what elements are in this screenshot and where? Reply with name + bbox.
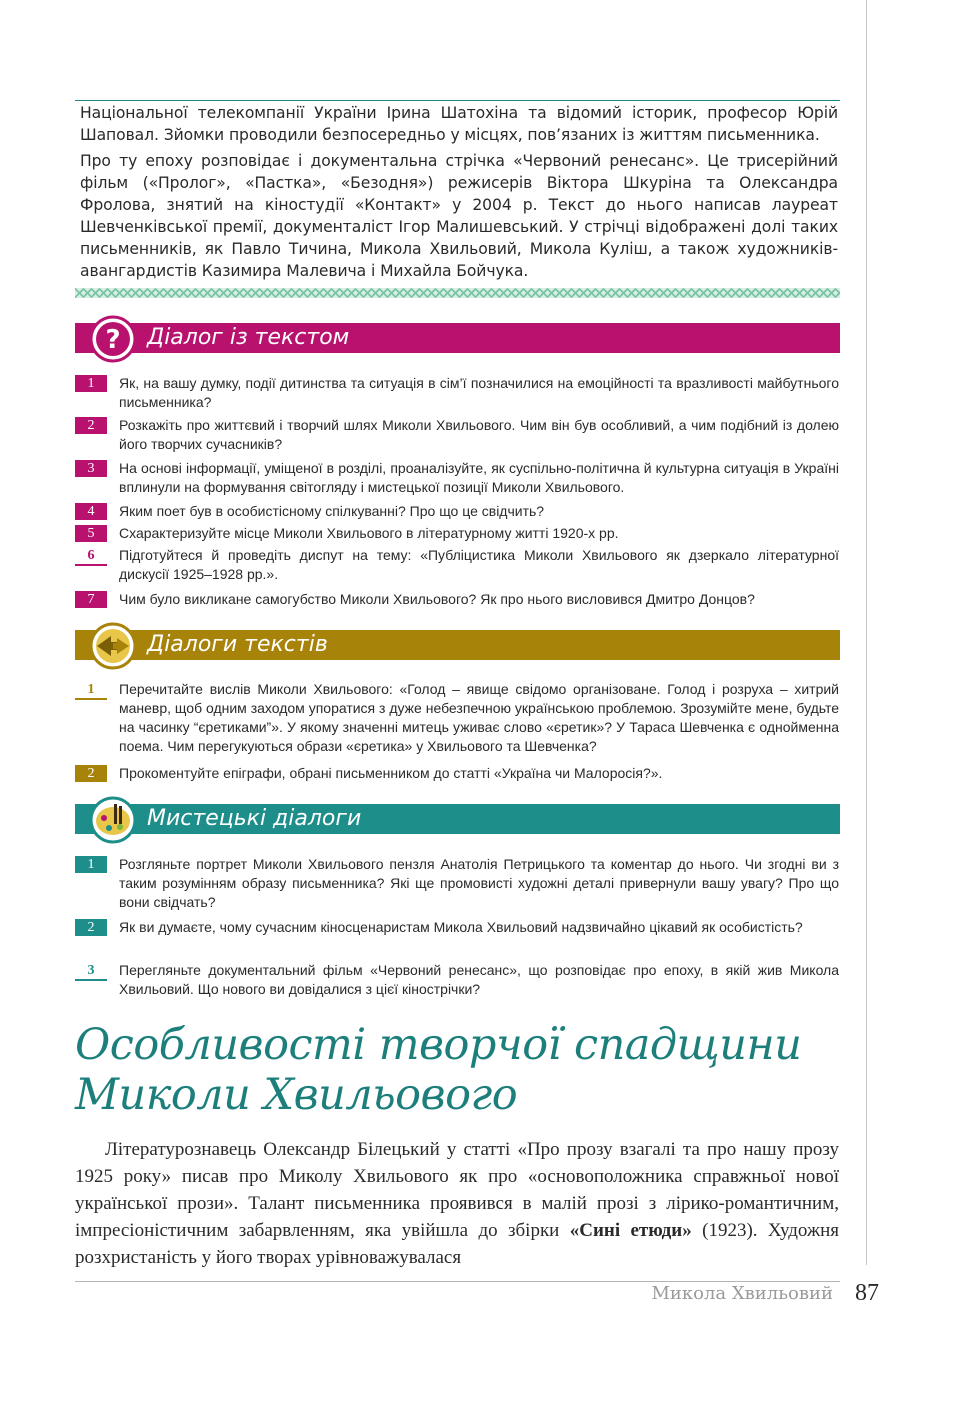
question-icon — [89, 315, 137, 363]
item-number: 1 — [75, 681, 107, 700]
item-number: 2 — [75, 765, 107, 782]
body-paragraph — [75, 1136, 839, 1271]
section-heading — [75, 1020, 855, 1120]
running-footer: Микола Хвильовий — [651, 1283, 833, 1304]
item-number: 1 — [75, 375, 107, 392]
page-number: 87 — [855, 1280, 879, 1306]
margin-rule — [866, 0, 867, 1265]
heading-line-2: Миколи Хвильового — [75, 1070, 518, 1120]
item-number: 6 — [75, 547, 107, 566]
item-text: Схарактеризуйте місце Миколи Хвильового в літературному житті 1920-х рр. — [119, 525, 619, 541]
book-title: «Сині етюди» — [569, 1220, 692, 1241]
section-title: Мистецькі діалоги — [147, 806, 362, 831]
svg-text:?: ? — [105, 325, 121, 355]
section-title: Діалоги текстів — [147, 632, 328, 657]
palette-icon — [89, 796, 137, 844]
top-rule — [75, 100, 840, 101]
item-number: 3 — [75, 460, 107, 477]
item-text: Перечитайте вислів Миколи Хвильового: «Голод – явище свідомо організоване. Голод і розруха – хитрий маневр, щоб одним заходом упоратися з дуже небезпечною українською проблемою. Зрозумійте мене, будьте на часинку “єретиками”». У якому значенні митець уживає слово «єретик»? У Тараса Шевченка є однойменна поема. Чим перегукуються образи «єретика» у Хвильового та Шевченка? — [119, 681, 840, 754]
arrows-icon — [89, 622, 137, 670]
item-number: 2 — [75, 417, 107, 434]
section-title: Діалог із текстом — [147, 325, 350, 350]
body-text-start: Літературознавець Олександр Білецький у статті «Про прозу взагалі та про нашу прозу 1925 року» писав про Миколу Хвильового як про «основоположника справжньої нової української прози». Талант письменника проявився в малій прозі з лірико-романтичним, імпресіоністичним забарвленням, яка увійшла до збірки — [75, 1139, 839, 1241]
item-number: 3 — [75, 962, 107, 981]
item-number: 4 — [75, 503, 107, 520]
item-text: Розкажіть про життєвий і творчий шлях Миколи Хвильового. Чим він був особливий, а чим подібний із долею його творчих сучасників? — [119, 417, 839, 452]
section-header-dialog-with-text — [75, 323, 840, 353]
intro-paragraph-1: Національної телекомпанії України Ірина Шатохіна та відомий історик, професор Юрій Шаповал. Зйомки проводили безпосередньо у місцях, пов’язаних із життям письменника. — [80, 104, 838, 144]
section-header-art-dialogs — [75, 804, 840, 834]
item-text: Яким поет був в особистісному спілкуванні? Про що це свідчить? — [119, 503, 545, 519]
item-text: Підготуйтеся й проведіть диспут на тему: «Публіцистика Миколи Хвильового як дзеркало літературної дискусії 1925–1928 рр.». — [119, 547, 839, 582]
section-header-dialogs-of-texts — [75, 630, 840, 660]
item-text: На основі інформації, уміщеної в розділі, проаналізуйте, як суспільно-політична й культурна ситуація в Україні вплинули на формування світогляду і мистецької позиції Миколи Хвильового. — [119, 460, 839, 495]
item-number: 2 — [75, 919, 107, 936]
item-text: Прокоментуйте епіграфи, обрані письменником до статті «Україна чи Малоросія?». — [119, 765, 663, 781]
footer-rule — [75, 1281, 840, 1282]
item-number: 5 — [75, 525, 107, 542]
item-text: Перегляньте документальний фільм «Червоний ренесанс», що розповідає про епоху, в якій жив Микола Хвильовий. Що нового ви довідалися з цієї кінострічки? — [119, 962, 839, 997]
item-number: 7 — [75, 591, 107, 608]
item-text: Чим було викликане самогубство Миколи Хвильового? Як про нього висловився Дмитро Донцов? — [119, 591, 755, 607]
body-text-end: (1923). Художня розхристаність у його творах урівноважувалася — [75, 1220, 839, 1268]
item-text: Як ви думаєте, чому сучасним кіносценаристам Микола Хвильовий надзвичайно цікавий як особистість? — [119, 919, 803, 935]
item-number: 1 — [75, 856, 107, 873]
decorative-divider — [75, 288, 840, 298]
heading-line-1: Особливості творчої спадщини — [75, 1020, 802, 1070]
intro-paragraph-2: Про ту епоху розповідає і документальна стрічка «Червоний ренесанс». Це трисерійний фільм («Пролог», «Пастка», «Безодня») режисерів Віктора Шкуріна та Олександра Фролова, знятий на кіностудії «Контакт» у 2004 р. Текст до нього написав лауреат Шевченківської премії, документаліст Ігор Малишевський. У стрічці відображені долі таких письменників, як Павло Тичина, Микола Хвильовий, Микола Куліш, а також художників-авангардистів Казимира Малевича і Михайла Бойчука. — [80, 152, 838, 280]
item-text: Як, на вашу думку, події дитинства та ситуація в сім’ї позначилися на емоційності та вразливості майбутнього письменника? — [119, 375, 839, 410]
item-text: Розгляньте портрет Миколи Хвильового пензля Анатолія Петрицького та коментар до нього. Чи згодні ви з таким розумінням образу письменника? Які ще промовисті художні деталі привернули вашу увагу? Про що вони свідчать? — [119, 856, 839, 910]
